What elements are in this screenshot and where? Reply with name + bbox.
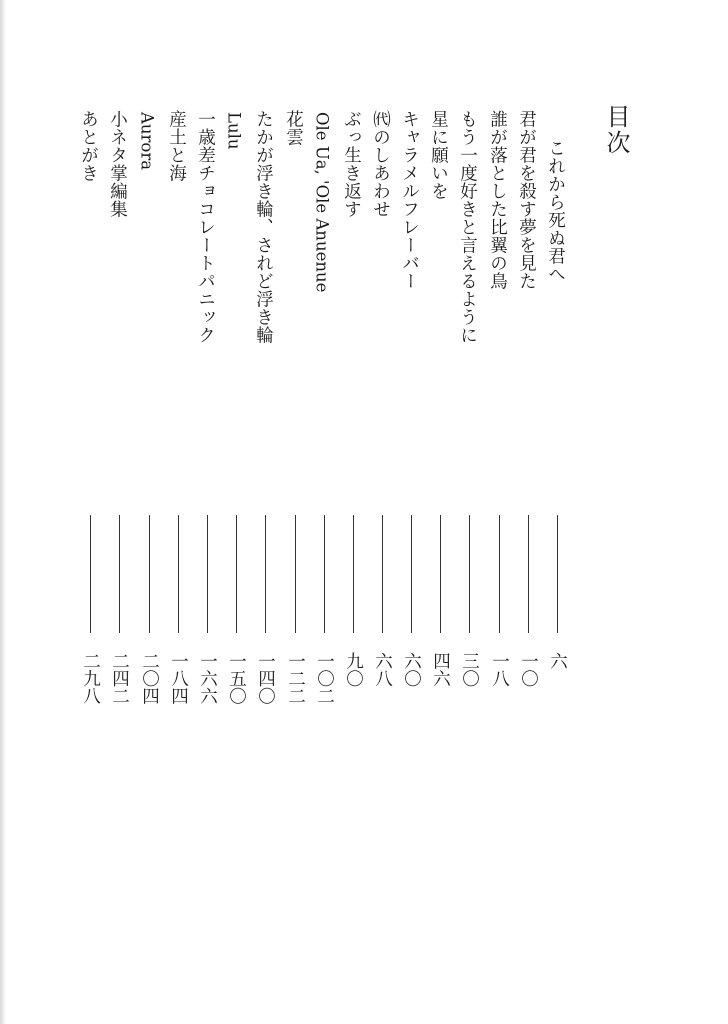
toc-page-number: 一八 xyxy=(489,652,510,687)
toc-leader-line xyxy=(236,515,237,633)
toc-entry-title[interactable]: 星に願いを xyxy=(428,110,449,200)
toc-page-number: 一〇二 xyxy=(314,652,335,705)
toc-page-number: 一八四 xyxy=(168,652,189,705)
toc-entry-title[interactable]: 誰が落とした比翼の鳥 xyxy=(487,110,508,290)
toc-entry-title[interactable]: Aurora xyxy=(137,112,157,171)
toc-leader-line xyxy=(353,515,354,633)
toc-entry-title[interactable]: 君が君を殺す夢を見た xyxy=(516,110,537,290)
toc-leader-line xyxy=(295,515,296,633)
toc-entry-title[interactable]: 小ネタ掌編集 xyxy=(107,110,128,218)
toc-leader-line xyxy=(411,515,412,633)
toc-page-number: 二九八 xyxy=(80,652,101,705)
page-edge-shadow xyxy=(0,0,6,1024)
toc-page-number: 九〇 xyxy=(343,652,364,687)
toc-leader-line xyxy=(382,515,383,633)
toc-leader-line xyxy=(265,515,266,633)
toc-leader-line xyxy=(528,515,529,633)
toc-leader-line xyxy=(469,515,470,633)
toc-page-number: 一〇 xyxy=(518,652,539,687)
toc-entry-title[interactable]: たかが浮き輪、されど浮き輪 xyxy=(253,110,274,344)
toc-leader-line xyxy=(178,515,179,633)
toc-page-number: 一五〇 xyxy=(226,652,247,705)
toc-entry-title[interactable]: Lulu xyxy=(224,112,244,150)
toc-leader-line xyxy=(207,515,208,633)
toc-page-number: 一二二 xyxy=(285,652,306,705)
toc-entry-title[interactable]: 一歳差チョコレートパニック xyxy=(195,110,216,344)
toc-leader-line xyxy=(557,515,558,633)
toc-page-number: 二四二 xyxy=(109,652,130,705)
toc-entry-title[interactable]: あとがき xyxy=(78,110,99,182)
toc-page-number: 六 xyxy=(547,652,568,670)
toc-page-number: 六〇 xyxy=(401,652,422,687)
toc-page-number: 三〇 xyxy=(459,652,480,687)
toc-page-number: 二〇四 xyxy=(139,652,160,705)
toc-entry-title[interactable]: もう一度好きと言えるように xyxy=(457,110,478,344)
toc-leader-line xyxy=(119,515,120,633)
toc-page-number: 四六 xyxy=(430,652,451,687)
toc-entry-title[interactable]: ぶっ生き返す xyxy=(341,110,362,218)
toc-leader-line xyxy=(440,515,441,633)
toc-page-number: 一六六 xyxy=(197,652,218,705)
toc-page-number: 一四〇 xyxy=(255,652,276,705)
toc-leader-line xyxy=(499,515,500,633)
toc-page-number: 六八 xyxy=(372,652,393,687)
toc-entry-title[interactable]: ㈹のしあわせ xyxy=(370,110,391,218)
toc-heading: 目次 xyxy=(602,104,630,156)
toc-entry-title[interactable]: キャラメルフレーバー xyxy=(399,110,420,290)
toc-entry-title[interactable]: 花雲 xyxy=(283,110,304,146)
toc-leader-line xyxy=(324,515,325,633)
toc-entry-title[interactable]: Ole Ua, 'Ole Anuenue xyxy=(312,112,332,293)
toc-leader-line xyxy=(90,515,91,633)
toc-entry-title[interactable]: 産土と海 xyxy=(166,110,187,182)
toc-entry-title[interactable]: これから死ぬ君へ xyxy=(545,139,566,283)
toc-leader-line xyxy=(149,515,150,633)
